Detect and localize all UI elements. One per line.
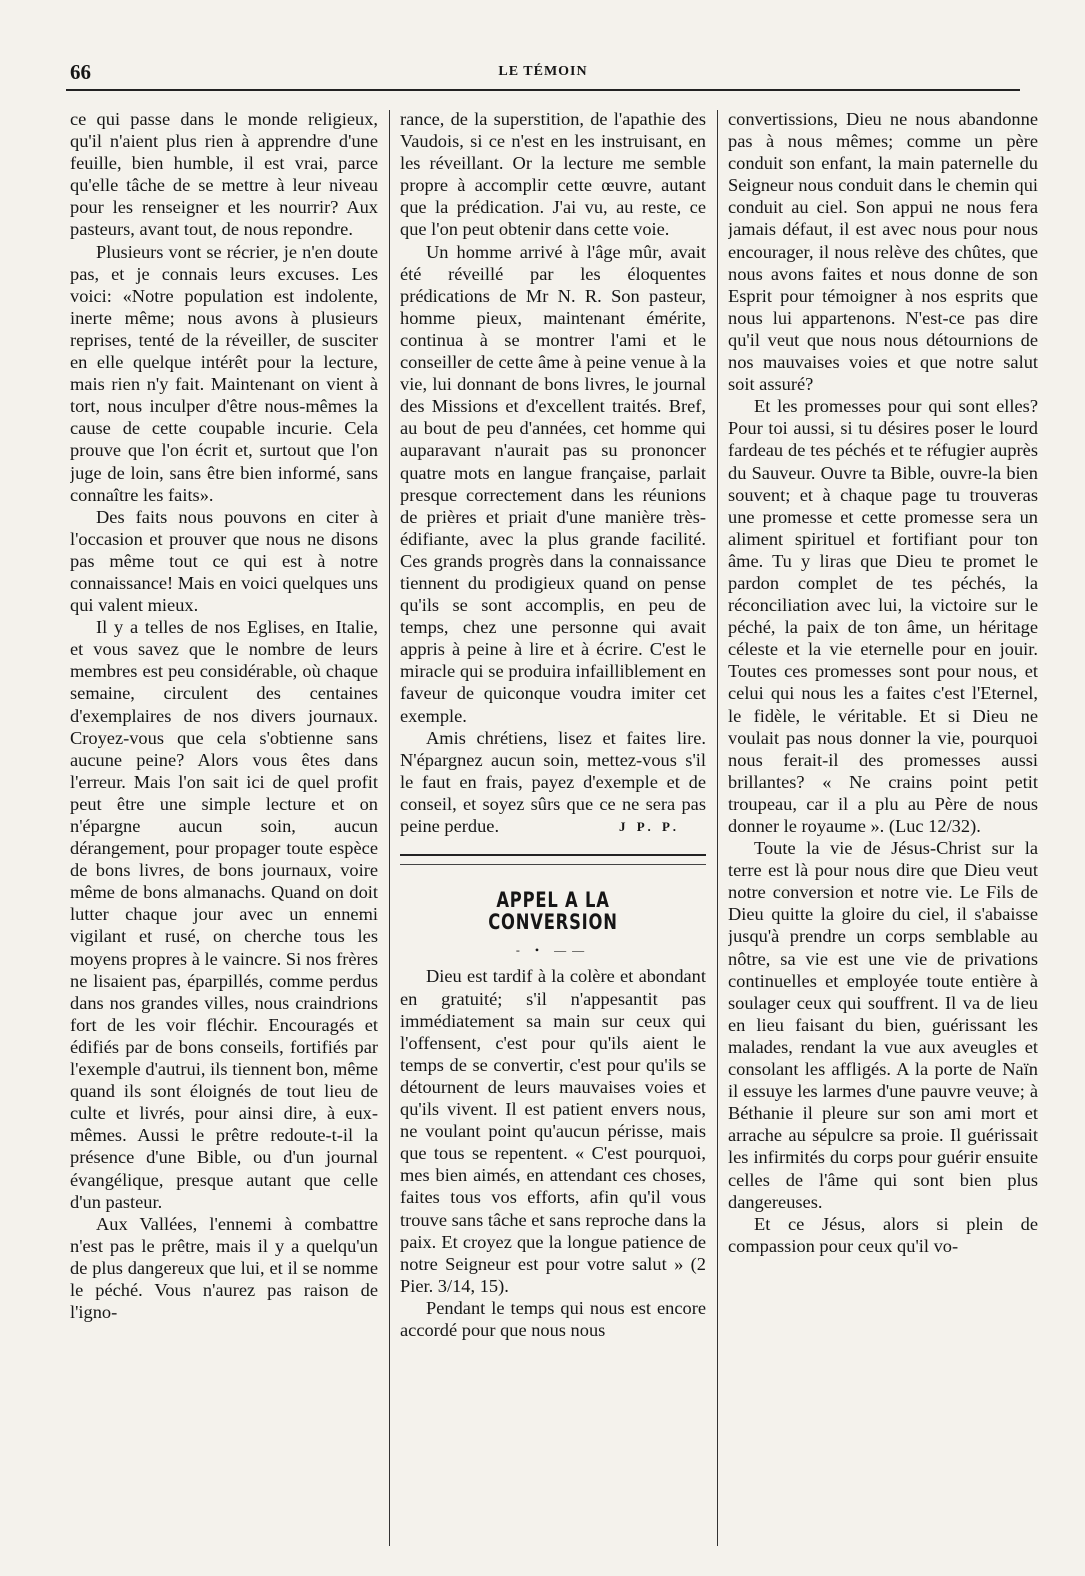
paragraph: Toute la vie de Jésus-Christ sur la terre est là pour nous dire que Dieu veut notre conversion et notre vie. Le Fils de Dieu quitte la gloire du ciel, il s'abaisse jusqu'à prendre un corps semblable au nôtre, sa vie est une vie de privations continuelles et employée toute entière à soulager ceux qui souffrent. Il va de lieu en lieu faisant du bien, guérissant les malades, rendant la vue aux aveugles et consolant les affligés. A la porte de Naïn il essuye les larmes d'une pauvre veuve; à Béthanie il pleure sur son ami mort et arrache au sépulcre sa proie. Il guérissait les infirmités du corps pour guérir ensuite celles de l'âme qui sont bien plus dangereuses. bbox=[728, 838, 1038, 1212]
article-separator-thin bbox=[400, 864, 706, 865]
column-1 bbox=[70, 108, 378, 1548]
paragraph: Aux Vallées, l'ennemi à combattre n'est pas le prêtre, mais il y a quelqu'un de plus dangereux que lui, et il se nomme le péché. Vous n'aurez pas raison de l'igno- bbox=[70, 1213, 378, 1323]
running-title: LE TÉMOIN bbox=[498, 64, 588, 79]
text-columns bbox=[64, 108, 1038, 1548]
column-divider bbox=[389, 110, 390, 1546]
paragraph: Dieu est tardif à la colère et abondant en gratuité; s'il n'appesantit pas immédiatement sa main sur ceux qui l'offensent, c'est pour qu'ils aient le temps de se convertir, c'est pour qu'ils se détournent de leurs mauvaises voies et qu'ils vivent. Il est patient envers nous, ne voulant point qu'aucun périsse, mais que tous se repentent. « C'est pourquoi, mes bien aimés, en attendant ces choses, faites tous vos efforts, afin qu'il vous trouve sans tâche et sans reproche dans la paix. Et croyez que la longue patience de notre Seigneur est pour votre salut » (2 Pier. 3/14, 15). bbox=[400, 966, 706, 1296]
article-title: APPEL A LA CONVERSION bbox=[488, 888, 618, 935]
header-rule bbox=[66, 89, 1020, 91]
article-separator bbox=[400, 854, 706, 856]
paragraph: Plusieurs vont se récrier, je n'en doute pas, et je connais leurs excuses. Les voici: «Notre population est indolente, inerte même; nous avons à plusieurs reprises, tenté de la réveiller, de susciter en elle quelque intérêt pour la lecture, mais rien n'y fait. Maintenant on vient à tort, nous inculper d'être nous-mêmes la cause de cette coupable incurie. Cela prouve que l'on écrit et, surtout que l'on juge de loin, sans être bien informé, sans connaître les faits». bbox=[70, 241, 378, 505]
page-number: 66 bbox=[70, 60, 91, 84]
title-ornament: - • —— bbox=[515, 943, 591, 958]
paragraph: Des faits nous pouvons en citer à l'occasion et prouver que nous ne disons pas même tout ce qui est à notre connaissance! Mais en voici quelques uns qui valent mieux. bbox=[70, 506, 378, 616]
paragraph: ce qui passe dans le monde religieux, qu'il n'aient plus rien à apprendre d'une feuille, bien humble, il est vrai, parce qu'elle tâche de se mettre à leur niveau pour les renseigner et les nourrir? Aux pasteurs, avant tout, de nous repondre. bbox=[70, 109, 378, 240]
paragraph: convertissions, Dieu ne nous abandonne pas à nous mêmes; comme un père conduit son enfant, la main paternelle du Seigneur nous conduit dans le chemin qui conduit au ciel. Son appui ne nous fera jamais défaut, il est avec nous pour nous encourager, il nous relève des chûtes, que nous avons faites et nous donne de son Esprit pour témoigner à nos esprits que nous lui appartenons. N'est-ce pas dire qu'il veut que nous nous détournions de nos mauvaises voies et que notre salut soit assuré? bbox=[728, 109, 1038, 395]
paragraph: Et ce Jésus, alors si plein de compassion pour ceux qu'il vo- bbox=[728, 1213, 1038, 1256]
paragraph: Et les promesses pour qui sont elles? Pour toi aussi, si tu désires poser le lourd fardeau de tes péchés et te réfugier auprès du Sauveur. Ouvre ta Bible, ouvre-la bien souvent; et à chaque page tu trouveras une promesse et cette promesse sera un aliment spirituel et fortifiant pour ton âme. Tu y liras que Dieu te promet le pardon complet de tes péchés, la réconciliation avec lui, la victoire sur le péché, la paix de ton âme, un héritage céleste et la vie eternelle pour en jouir. Toutes ces promesses sont pour nous, et celui qui nous les a faites c'est l'Eternel, le fidèle, le véritable. Et si Dieu ne voulait pas nous donner la vie, pourquoi nous ferait-il des promesses aussi brillantes? « Ne crains point petit troupeau, car il a plu au Père de nous donner le royaume ». (Luc 12/32). bbox=[728, 396, 1038, 836]
page-header bbox=[68, 60, 1018, 90]
paragraph: Pendant le temps qui nous est encore accordé pour que nous nous bbox=[400, 1297, 706, 1340]
column-divider bbox=[717, 110, 718, 1546]
paragraph: Un homme arrivé à l'âge mûr, avait été réveillé par les éloquentes prédications de Mr N. R. Son pasteur, homme pieux, maintenant émérite, continua à se montrer l'ami et le conseiller de cette âme à peine venue à la vie, lui donnant de bons livres, le journal des Missions et d'excellent traités. Bref, au bout de peu d'années, cet homme qui auparavant n'aurait pas su prononcer quatre mots en langue française, parlait presque correctement dans les réunions de prières et priait d'une manière très-édifiante, avec la plus grande facilité. Ces grands progrès dans la connaissance tiennent du prodigieux quand on pense qu'ils se sont accomplis, en peu de temps, chez une personne qui avait appris à peine à lire et à écrire. C'est le miracle qui se produira infailliblement en faveur de quiconque voudra imiter cet exemple. bbox=[400, 241, 706, 726]
author-signature: J P. P. bbox=[619, 819, 680, 835]
paragraph: Il y a telles de nos Eglises, en Italie, et vous savez que le nombre de leurs membres est peu considérable, où chaque semaine, circulent des centaines d'exemplaires de nos divers journaux. Croyez-vous que cela s'obtienne sans aucune peine? Alors vous êtes dans l'erreur. Mais l'on sait ici de quel profit peut être une simple lecture et on n'épargne aucun soin, aucun dérangement, pour propager toute espèce de bons livres, de bons journaux, voire même de bons almanachs. Quand on doit lutter chaque jour avec un ennemi vigilant et rusé, on cherche tous les moyens propres à le vaincre. Si nos frères ne lisaient pas, éparpillés, comme perdus dans nos grandes villes, nous craindrions fort de les voir fléchir. Encouragés et édifiés par de bons conseils, fortifiés par l'exemple d'autrui, ils tiennent bon, même quand ils sont éloignés de tout lieu de culte et livrés, pour ainsi dire, à eux-mêmes. Aussi le prêtre redoute-t-il la présence d'une Bible, ou d'un journal évangélique, presque autant que celle d'un pasteur. bbox=[70, 617, 378, 1212]
column-3 bbox=[728, 108, 1038, 1548]
paragraph: rance, de la superstition, de l'apathie des Vaudois, si ce n'est en les instruisant, en les réveillant. Or la lecture me semble propre à accomplir cette œuvre, autant que la prédication. J'ai vu, au reste, ce que l'on peut obtenir dans cette voie. bbox=[400, 109, 706, 240]
column-2 bbox=[400, 108, 706, 1548]
paragraph: Amis chrétiens, lisez et faites lire. N'épargnez aucun soin, mettez-vous s'il le faut en frais, payez d'exemple et de conseil, et soyez sûrs que ce ne sera pas peine perdue. bbox=[400, 727, 706, 836]
